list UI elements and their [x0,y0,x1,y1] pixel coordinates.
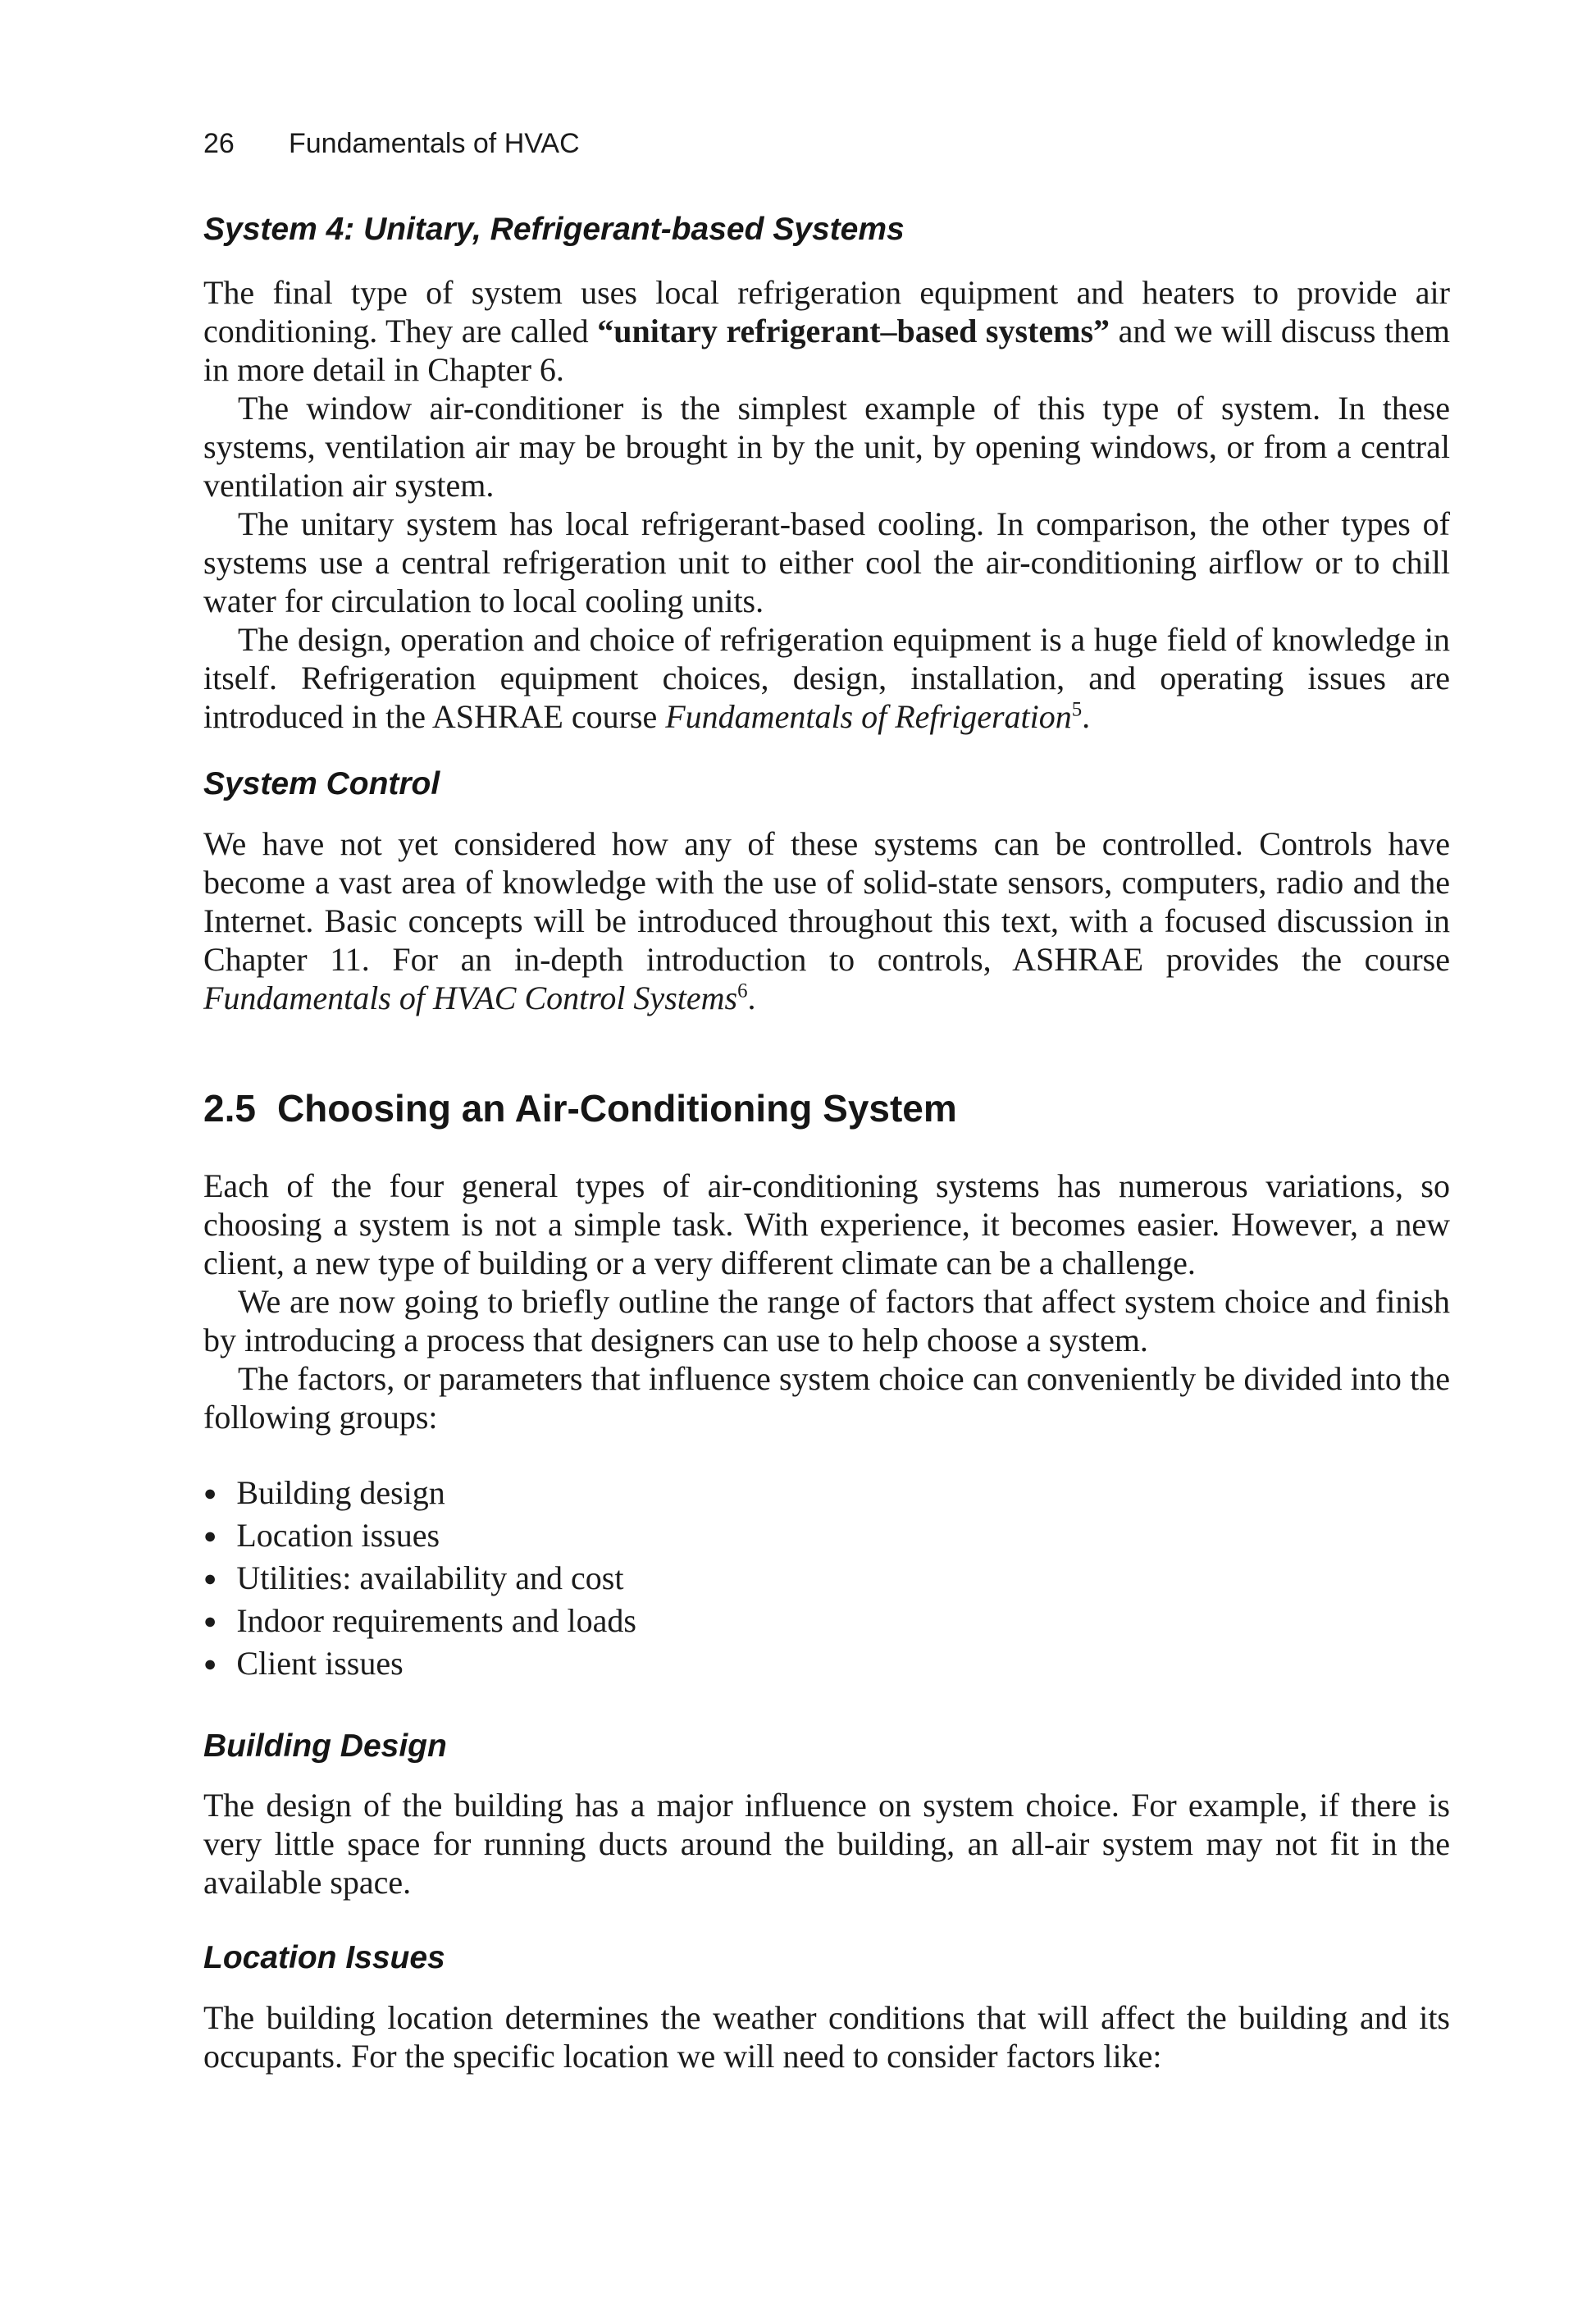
section-number: 2.5 [203,1087,256,1130]
heading-location-issues: Location Issues [203,1940,445,1975]
paragraph: The factors, or parameters that influence system choice can conveniently be divided into the following groups: [203,1360,1450,1436]
list-item [203,1559,1450,1601]
list-item [203,1644,1450,1687]
paragraph: The building location determines the weather conditions that will affect the building and its occupants. For the specific location we will need to consider factors like: [203,1999,1450,2075]
running-header [203,127,1450,160]
heading-choosing-system [203,1087,1450,1130]
book-title: Fundamentals of HVAC [289,128,580,159]
factor-list [203,1473,1450,1687]
list-item [203,1473,1450,1516]
bullet-icon: ● [203,1609,217,1633]
paragraph: The final type of system uses local refrigeration equipment and heaters to provide air conditioning. They are called “unitary refrigerant–based systems” and we will discuss them in more detail in Chapter 6. [203,274,1450,388]
page-number: 26 [203,128,235,159]
list-item-label: Client issues [236,1645,404,1682]
section-title: Choosing an Air-Conditioning System [276,1087,957,1130]
paragraph: The design, operation and choice of refrigeration equipment is a huge field of knowledge in itself. Refrigeration equipment choices, design, installation, and operating issues are introduced in the ASHRAE course Fundamentals of Refrigeration$^5$. [203,621,1450,735]
paragraph: We have not yet considered how any of these systems can be controlled. Controls have become a vast area of knowledge with the use of solid-state sensors, computers, radio and the Internet. Basic concepts will be introduced throughout this text, with a focused discussion in Chapter 11. For an in-depth introduction to controls, ASHRAE provides the course Fundamentals of HVAC Control Systems$^6$. [203,825,1450,1016]
list-item-label: Indoor requirements and loads [236,1602,636,1639]
paragraph: The unitary system has local refrigerant-based cooling. In comparison, the other types of systems use a central refrigeration unit to either cool the air-conditioning airflow or to chill water for circulation to local cooling units. [203,505,1450,619]
list-item [203,1601,1450,1644]
list-item [203,1516,1450,1559]
list-item-label: Location issues [236,1517,440,1554]
list-item-label: Utilities: availability and cost [236,1559,624,1596]
bullet-icon: ● [203,1566,217,1591]
heading-system-4: System 4: Unitary, Refrigerant-based Systems [203,212,905,247]
heading-system-control: System Control [203,766,440,801]
bullet-icon: ● [203,1523,217,1548]
bullet-icon: ● [203,1481,217,1505]
paragraph: The window air-conditioner is the simplest example of this type of system. In these systems, ventilation air may be brought in by the unit, by opening windows, or from a central ventilation air system. [203,390,1450,504]
paragraph: The design of the building has a major influence on system choice. For example, if there is very little space for running ducts around the building, an all-air system may not fit in the available space. [203,1787,1450,1901]
heading-building-design: Building Design [203,1728,447,1764]
paragraph: We are now going to briefly outline the range of factors that affect system choice and finish by introducing a process that designers can use to help choose a system. [203,1283,1450,1358]
list-item-label: Building design [236,1474,445,1511]
bullet-icon: ● [203,1651,217,1676]
paragraph: Each of the four general types of air-conditioning systems has numerous variations, so choosing a system is not a simple task. With experience, it becomes easier. However, a new client, a new type of building or a very different climate can be a challenge. [203,1167,1450,1281]
